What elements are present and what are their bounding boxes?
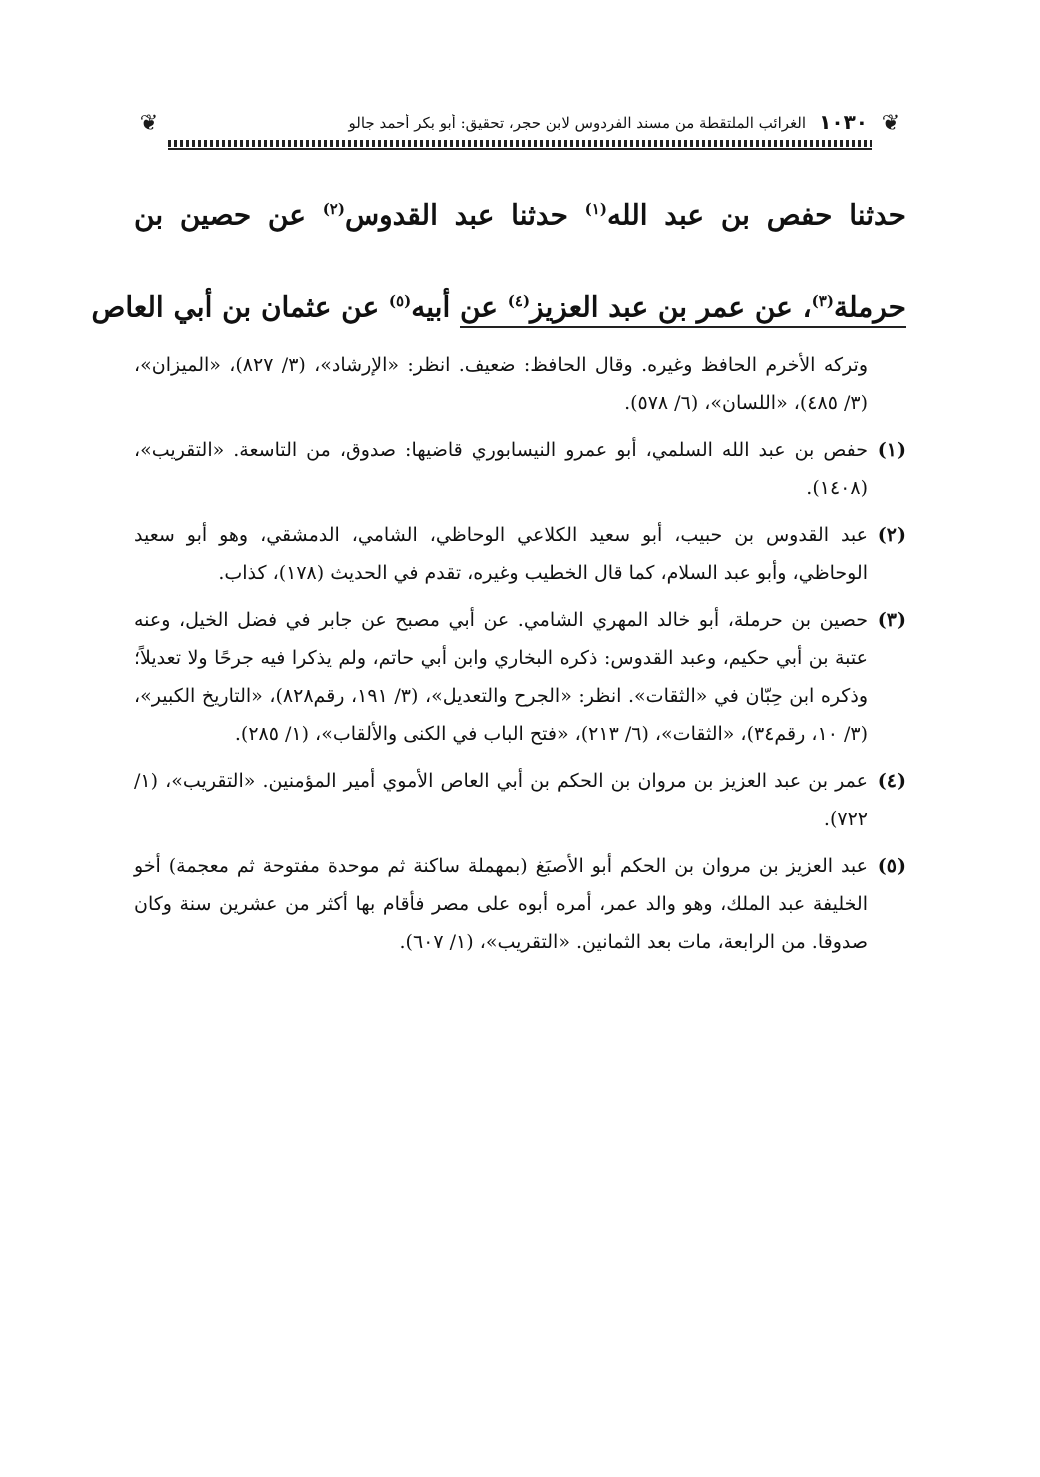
running-title: الغرائب الملتقطة من مسند الفردوس لابن حجر، تحقيق: أبو بكر أحمد جالو (348, 114, 806, 132)
footnote-number: (٢) (877, 524, 906, 546)
footnote-ref-5[interactable]: (٥) (388, 292, 412, 311)
footnote-1 (134, 431, 906, 507)
page-header (134, 104, 906, 148)
footnote-text: حصين بن حرملة، أبو خالد المهري الشامي. عن أبي مصبح عن جابر في فضل الخيل، وعنه عتبة بن أبي حكيم، وعبد القدوس: ذكره البخاري وابن أبي حاتم، ولم يذكرا فيه جرحًا ولا تعديلاً؛ وذكره ابن حِبّان في «الثقات». انظر: «الجرح والتعديل»، (٣/ ١٩١، رقم٨٢٨)، «التاريخ الكبير»، (٣/ ١٠، رقم٣٤)، «الثقات»، (٦/ ٢١٣)، «فتح الباب في الكنى والألقاب»، (١/ ٢٨٥). (134, 609, 868, 745)
page-number: ١٠٣٠ (819, 110, 868, 134)
main-text-segment: حدثنا حفص بن عبد الله (606, 198, 906, 232)
footnote-text: عبد القدوس بن حبيب، أبو سعيد الكلاعي الوحاظي، الشامي، الدمشقي، وهو أبو سعيد الوحاظي، وأبو عبد السلام، كما قال الخطيب وغيره، تقدم في الحديث (١٧٨)، كذاب. (134, 524, 868, 584)
footnote-separator (460, 326, 906, 328)
footnote-4 (134, 762, 906, 838)
footnote-3 (134, 601, 906, 753)
main-text-segment: عن حصين بن (134, 198, 323, 232)
main-text-segment: حدثنا عبد القدوس (344, 198, 585, 232)
main-text-segment: ، عن عمر بن عبد العزيز (530, 290, 812, 324)
main-text-segment: عن عثمان بن أبي العاص (91, 290, 389, 324)
footnote-ref-3[interactable]: (٣) (811, 292, 834, 311)
footnote-number: (٤) (877, 770, 906, 792)
footnote-2 (134, 516, 906, 592)
main-text-segment: عن أبيه (411, 290, 508, 324)
main-text-segment: حرملة (833, 290, 906, 324)
main-line-2 (91, 258, 906, 350)
main-text (91, 166, 906, 351)
footnote-text: حفص بن عبد الله السلمي، أبو عمرو النيسابوري قاضيها: صدوق، من التاسعة. «التقريب»، (١٤٠٨). (134, 439, 868, 499)
ornament-right-icon: ❦ (881, 111, 901, 136)
footnote-number: (٣) (877, 609, 906, 631)
header-rule (168, 140, 872, 147)
footnote-ref-4[interactable]: (٤) (507, 292, 531, 311)
footnote-number: (٥) (877, 855, 906, 877)
footnote-text: عمر بن عبد العزيز بن مروان بن الحكم بن أبي العاص الأموي أمير المؤمنين. «التقريب»، (١/ ٧٢٢). (134, 770, 868, 830)
footnote-continuation: وتركه الأخرم الحافظ وغيره. وقال الحافظ: ضعيف. انظر: «الإرشاد»، (٣/ ٨٢٧)، «الميزان»، (٣/ ٤٨٥)، «اللسان»، (٦/ ٥٧٨). (134, 354, 868, 414)
footnote-text: عبد العزيز بن مروان بن الحكم أبو الأصبَغ (بمهملة ساكنة ثم موحدة مفتوحة ثم معجمة) أخو الخليفة عبد الملك، وهو والد عمر، أمره أبوه على مصر فأقام بها أكثر من عشرين سنة وكان صدوقا. من الرابعة، مات بعد الثمانين. «التقريب»، (١/ ٦٠٧). (134, 855, 868, 953)
main-line-1 (134, 166, 906, 258)
footnote-ref-1[interactable]: (١) (584, 200, 607, 218)
footnote-ref-2[interactable]: (٢) (322, 200, 345, 218)
ornament-left-icon: ❦ (139, 111, 159, 136)
footnote-number: (١) (877, 439, 906, 461)
footnotes (134, 346, 906, 970)
footnote-5 (134, 847, 906, 961)
